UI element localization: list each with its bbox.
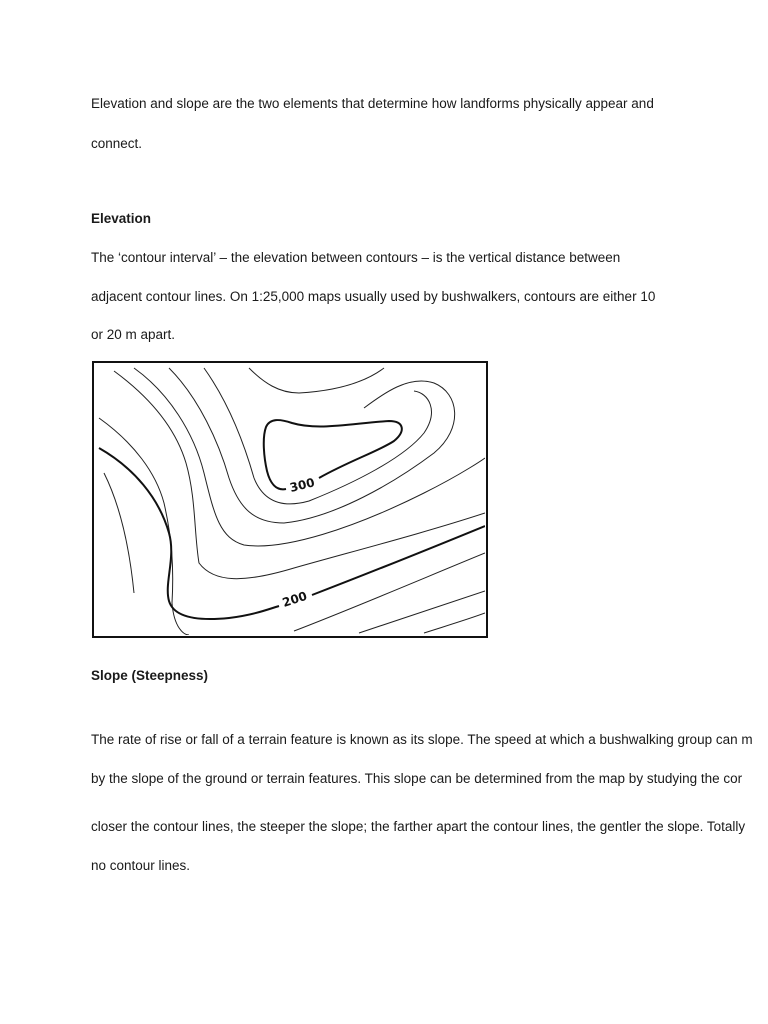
contour-map-figure (92, 361, 488, 638)
contour-line (249, 368, 384, 393)
slope-heading: Slope (Steepness) (91, 668, 209, 683)
contour-line-200-continued (312, 526, 485, 595)
slope-line-2: by the slope of the ground or terrain features. This slope can be determined from the map by studying the cor (91, 771, 743, 786)
slope-line-1: The rate of rise or fall of a terrain feature is known as its slope. The speed at which a bushwalking group can m (91, 732, 753, 747)
intro-line-1: Elevation and slope are the two elements that determine how landforms physically appear and (91, 96, 654, 111)
elevation-line-2: adjacent contour lines. On 1:25,000 maps usually used by bushwalkers, contours are either 10 (91, 289, 656, 304)
slope-line-4: no contour lines. (91, 858, 191, 873)
contour-line (134, 368, 485, 546)
elevation-heading: Elevation (91, 211, 152, 226)
contour-line (99, 418, 189, 635)
contour-line (424, 613, 485, 633)
contour-line (204, 368, 431, 504)
contour-label-200: 200 (280, 588, 309, 610)
contour-line (104, 473, 134, 593)
contour-label-300: 300 (288, 475, 317, 495)
intro-line-2: connect. (91, 136, 143, 151)
slope-line-3: closer the contour lines, the steeper the slope; the farther apart the contour lines, the gentler the slope. Totally (91, 819, 746, 834)
elevation-line-1: The ‘contour interval’ – the elevation between contours – is the vertical distance between (91, 250, 621, 265)
contour-map-drawing (94, 363, 485, 635)
elevation-line-3: or 20 m apart. (91, 327, 176, 342)
contour-line-300 (264, 420, 402, 489)
